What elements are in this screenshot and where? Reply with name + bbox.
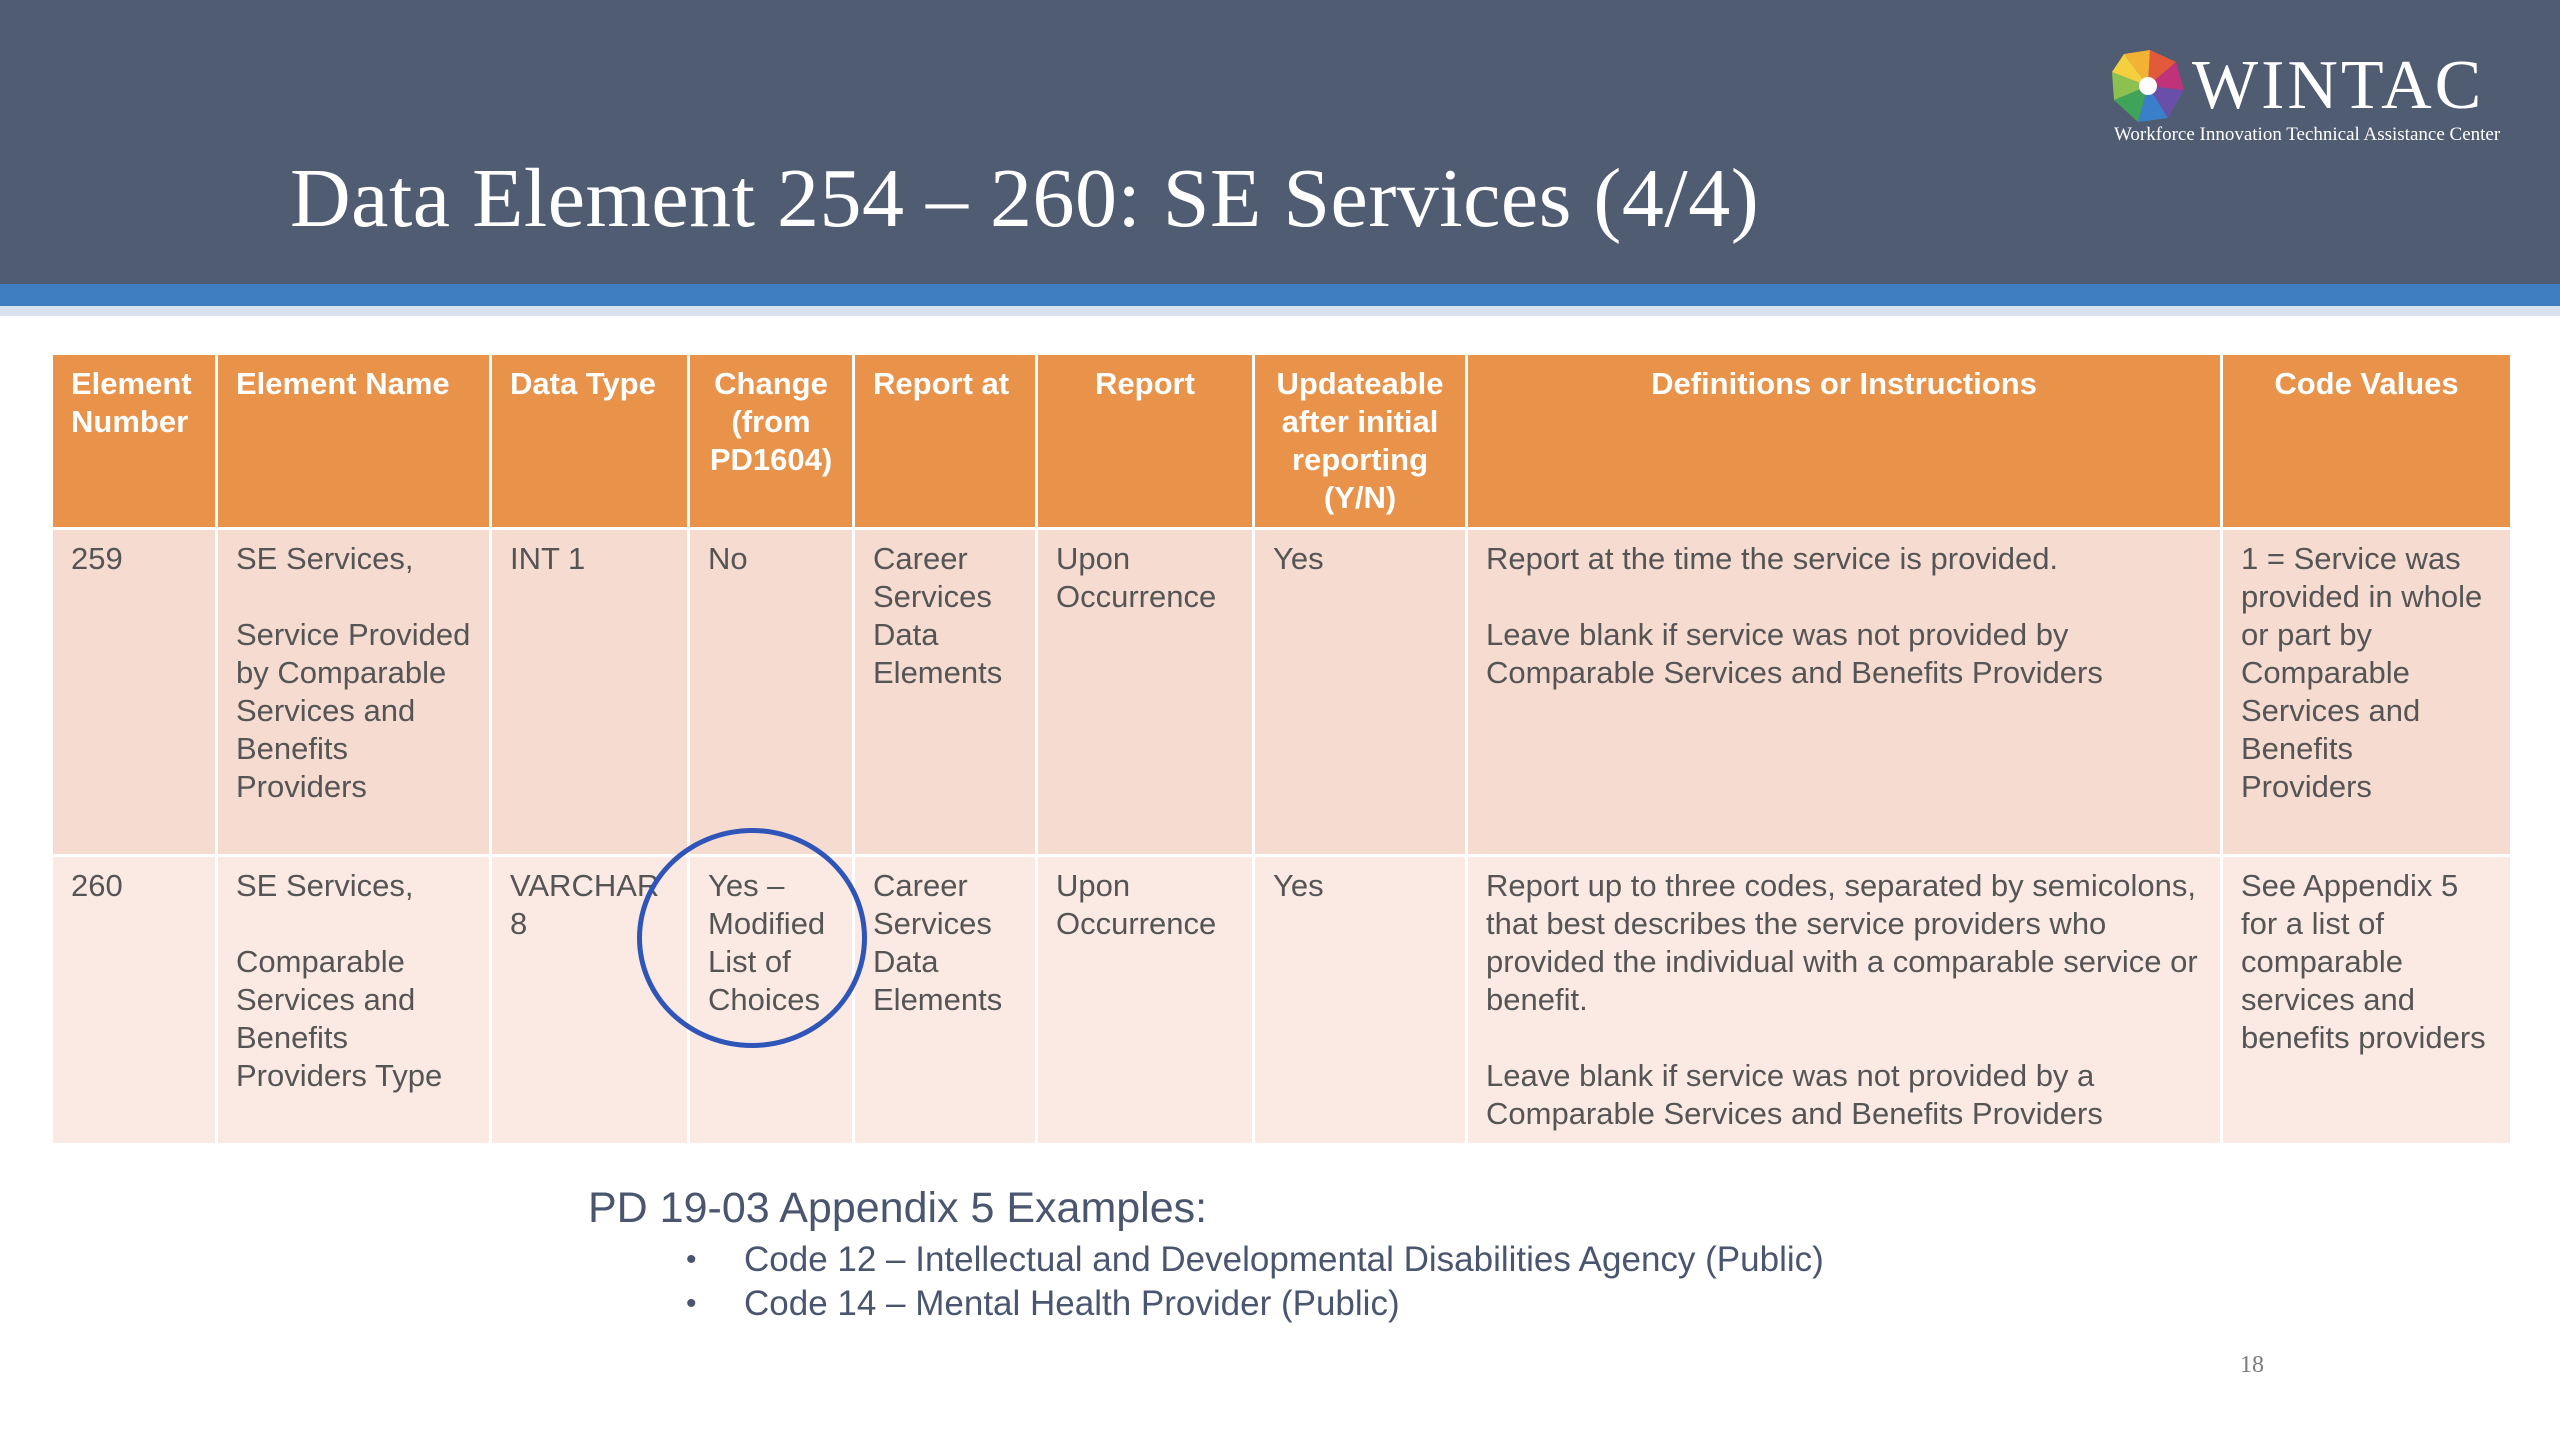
cell-element-name [217, 529, 491, 856]
cell-code-values [2222, 856, 2512, 1145]
header-element-name: Element Name [217, 354, 491, 529]
table-header-row [52, 354, 2512, 529]
cell-text: SE Services, Service Provided by Comparable Services and Benefits Providers [236, 541, 471, 804]
header-change: Change (from PD1604) [689, 354, 854, 529]
cell-change [689, 856, 854, 1145]
cell-updateable [1254, 856, 1467, 1145]
cell-data-type [491, 856, 689, 1145]
cell-text: Upon Occurrence [1056, 868, 1217, 941]
logo-tagline: Workforce Innovation Technical Assistance Center [2114, 124, 2501, 145]
cell-text: Yes – Modified List of Choices [708, 868, 826, 1017]
header-accent-stripe-light [0, 306, 2560, 316]
cell-text: 259 [71, 541, 123, 576]
header-report-at: Report at [854, 354, 1037, 529]
cell-text: Report at the time the service is provided. Leave blank if service was not provided by Comparable Services and Benefits Providers [1486, 541, 2103, 690]
data-elements-table [50, 352, 2513, 1146]
wintac-logo [2110, 48, 2530, 158]
cell-text: 260 [71, 868, 123, 903]
cell-data-type [491, 529, 689, 856]
cell-text: Career Services Data Elements [873, 868, 1003, 1017]
cell-element-number [52, 529, 217, 856]
page-number: 18 [2240, 1352, 2264, 1378]
examples-heading: PD 19-03 Appendix 5 Examples: [588, 1184, 1208, 1232]
cell-code-values [2222, 529, 2512, 856]
header-data-type: Data Type [491, 354, 689, 529]
cell-definitions [1467, 856, 2222, 1145]
cell-definitions [1467, 529, 2222, 856]
cell-report [1037, 856, 1254, 1145]
cell-element-name [217, 856, 491, 1145]
cell-text: Yes [1273, 541, 1324, 576]
header-accent-stripe [0, 284, 2560, 306]
header-element-number: Element Number [52, 354, 217, 529]
list-item: • Code 14 – Mental Health Provider (Public) [680, 1282, 1824, 1326]
cell-text: Career Services Data Elements [873, 541, 1003, 690]
list-item: • Code 12 – Intellectual and Developmental Disabilities Agency (Public) [680, 1238, 1824, 1282]
cell-report-at [854, 856, 1037, 1145]
cell-text: SE Services, Comparable Services and Benefits Providers Type [236, 868, 443, 1093]
cell-text: 1 = Service was provided in whole or part by Comparable Services and Benefits Providers [2241, 541, 2483, 804]
cell-updateable [1254, 529, 1467, 856]
pinwheel-logo-icon [2110, 48, 2186, 124]
header-report: Report [1037, 354, 1254, 529]
header-updateable: Updateable after initial reporting (Y/N) [1254, 354, 1467, 529]
logo-wordmark: WINTAC [2192, 47, 2485, 124]
cell-change [689, 529, 854, 856]
header-code-values: Code Values [2222, 354, 2512, 529]
table-row [52, 529, 2512, 856]
examples-list [680, 1238, 1824, 1326]
cell-text: See Appendix 5 for a list of comparable services and benefits providers [2241, 868, 2486, 1055]
cell-report [1037, 529, 1254, 856]
cell-text: VARCHAR 8 [510, 868, 660, 941]
cell-text: INT 1 [510, 541, 586, 576]
cell-element-number [52, 856, 217, 1145]
cell-text: No [708, 541, 748, 576]
slide-title: Data Element 254 – 260: SE Services (4/4) [290, 152, 1760, 245]
cell-text: Yes [1273, 868, 1324, 903]
header-definitions: Definitions or Instructions [1467, 354, 2222, 529]
table-row [52, 856, 2512, 1145]
cell-text: Upon Occurrence [1056, 541, 1217, 614]
cell-report-at [854, 529, 1037, 856]
cell-text: Report up to three codes, separated by semicolons, that best describes the service providers who provided the individual with a comparable service or benefit. Leave blank if service was not provided by a Comparable Services and Benefits Providers [1486, 868, 2198, 1131]
